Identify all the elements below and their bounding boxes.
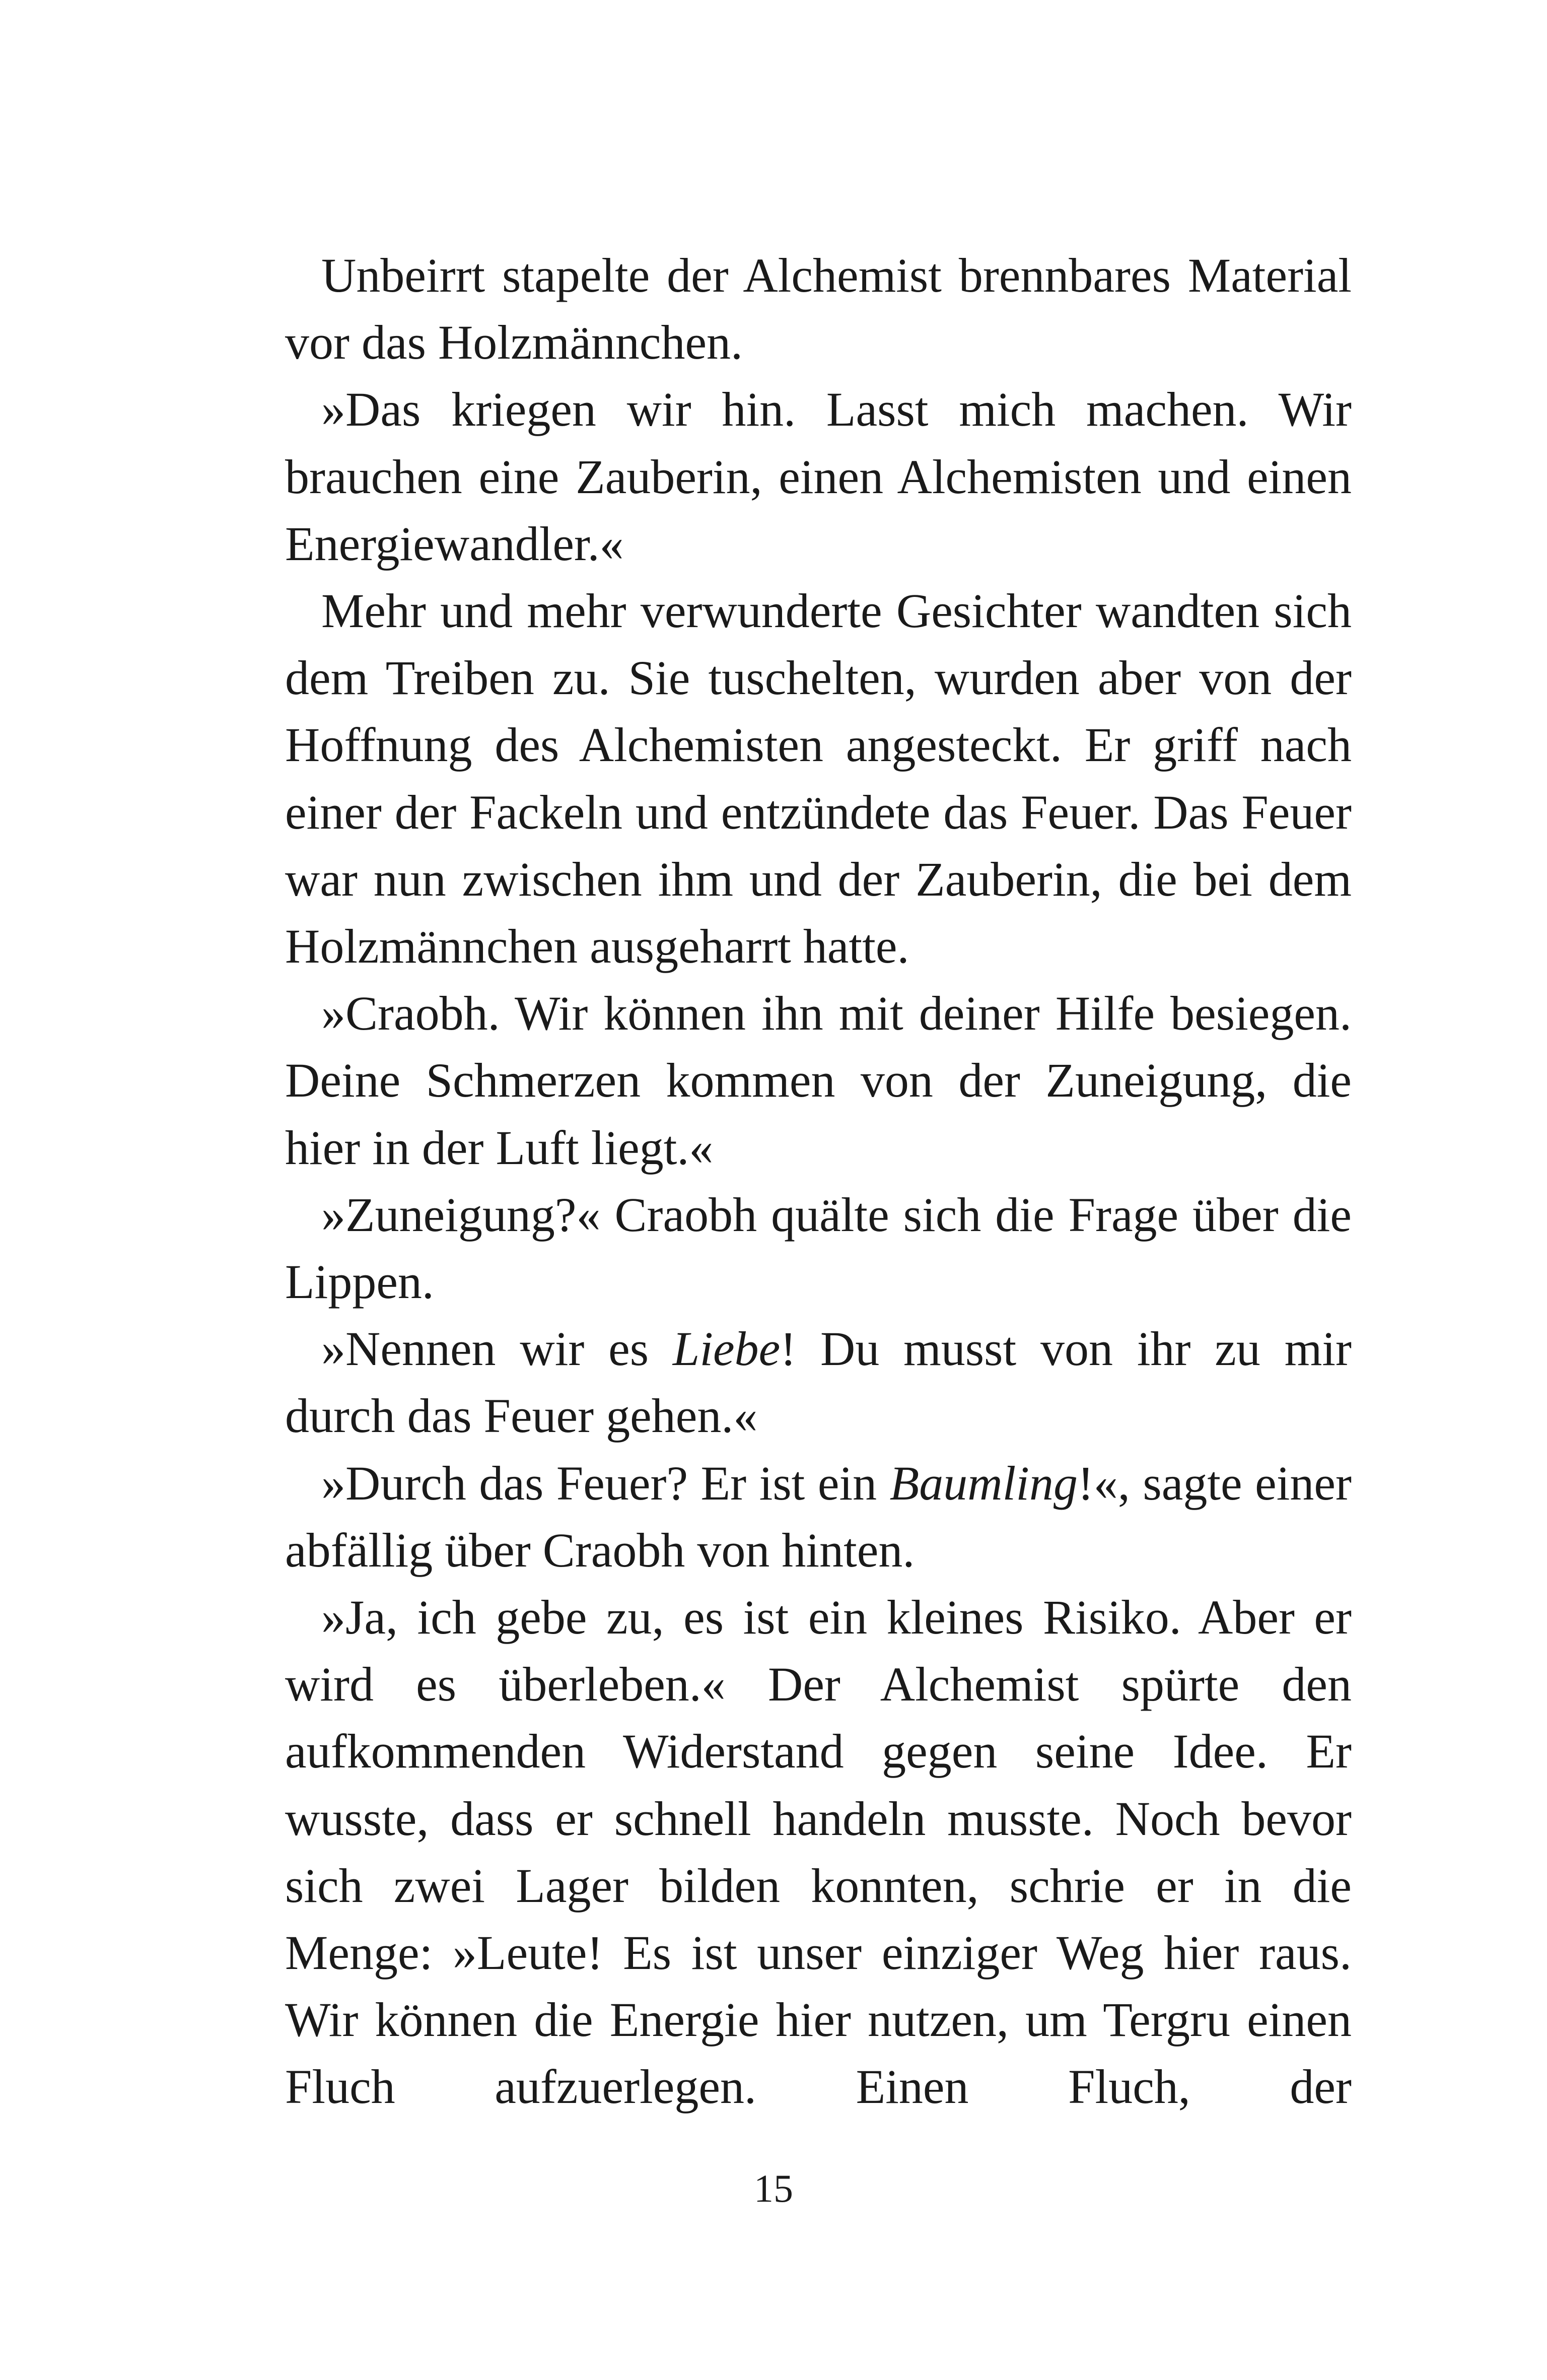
text-segment: »Zuneigung?« Craobh quälte sich die Frage über die Lippen.	[285, 1187, 1352, 1309]
text-segment: Mehr und mehr verwunderte Gesichter wandten sich dem Treiben zu. Sie tuschelten, wurden aber von der Hoffnung des Alchemisten angesteckt. Er griff nach einer der Fackeln und entzündete das Feuer. Das Feuer war nun zwischen ihm und der Zauberin, die bei dem Holzmännchen ausgeharrt hatte.	[285, 584, 1352, 974]
paragraph-continued	[285, 1584, 1352, 2121]
text-segment: ! Du musst von ihr zu mir durch das Feuer gehen.«	[285, 1322, 1352, 1443]
text-segment: !«, sagte einer abfällig über Craobh von hinten.	[285, 1456, 1352, 1577]
text-segment: Unbeirrt stapelte der Alchemist brennbares Material vor das Holzmännchen.	[285, 248, 1352, 370]
text-segment: »Craobh. Wir können ihn mit deiner Hilfe besiegen. Deine Schmerzen kommen von der Zuneigung, die hier in der Luft liegt.«	[285, 986, 1352, 1175]
text-segment: »Ja, ich gebe zu, es ist ein kleines Risiko. Aber er wird es überleben.« Der Alchemist spürte den aufkommenden Widerstand gegen seine Idee. Er wusste, dass er schnell handeln musste. Noch bevor sich zwei Lager bilden konnten, schrie er in die Menge: »Leute! Es ist unser einziger Weg hier raus. Wir können die Energie hier nutzen, um Tergru einen Fluch aufzuerlegen. Einen Fluch, der	[285, 1590, 1352, 2114]
page-number: 15	[754, 2166, 793, 2210]
italic-text-segment: Liebe	[672, 1322, 781, 1376]
paragraph	[285, 1450, 1352, 1584]
paragraph	[285, 980, 1352, 1181]
text-segment: »Das kriegen wir hin. Lasst mich machen. Wir brauchen eine Zauberin, einen Alchemisten und einen Energiewandler.«	[285, 382, 1352, 571]
paragraph	[285, 577, 1352, 980]
paragraph	[285, 242, 1352, 376]
text-segment: »Durch das Feuer? Er ist ein	[321, 1456, 890, 1510]
paragraph	[285, 1315, 1352, 1449]
paragraph	[285, 376, 1352, 577]
text-segment: »Nennen wir es	[321, 1322, 673, 1376]
italic-text-segment: Baumling	[889, 1456, 1078, 1510]
body-text	[285, 242, 1352, 2121]
paragraph	[285, 1181, 1352, 1315]
